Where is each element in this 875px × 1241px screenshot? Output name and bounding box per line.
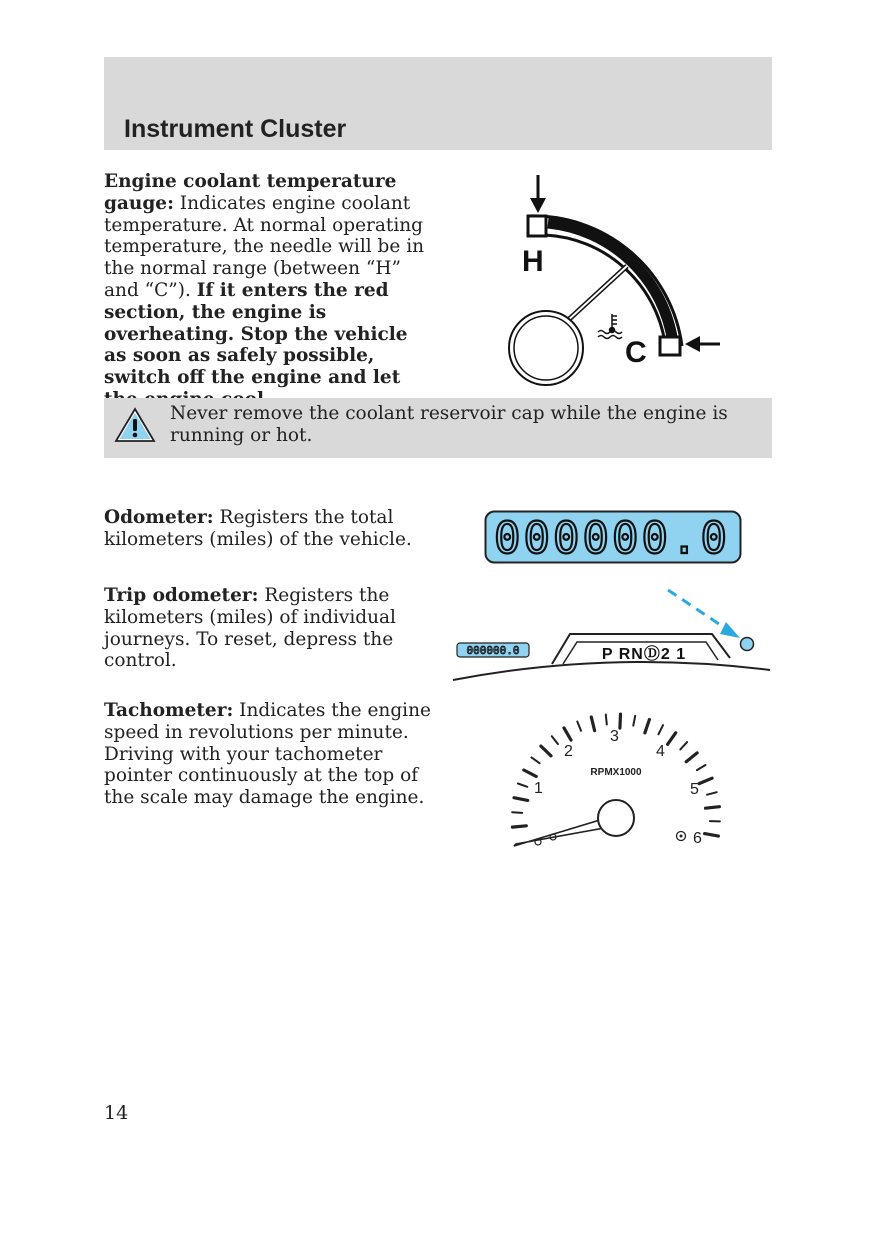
tach-tick	[524, 770, 536, 776]
cold-marker-square	[660, 337, 680, 355]
reset-pointer-arrow-icon	[668, 590, 740, 638]
section-header	[104, 57, 772, 150]
tach-number-1: 1	[534, 780, 543, 797]
odometer-value: 000000.0	[494, 513, 730, 564]
tach-tick	[699, 778, 712, 783]
tach-tick	[706, 807, 720, 809]
tach-tick	[564, 728, 571, 740]
coolant-warning: If it enters the red section, the engine is overheating. Stop the vehicle as soon as safely possible, switch off the engine and let	[104, 279, 408, 389]
gauge-needle	[565, 266, 627, 323]
hot-marker-arrow-icon	[530, 175, 546, 213]
tach-tick	[645, 720, 650, 733]
tach-tick	[532, 757, 540, 763]
gauge-hot-label: H	[522, 245, 544, 278]
tach-number-6: 6	[693, 830, 702, 847]
trip-odometer-paragraph	[104, 585, 434, 672]
trip-odometer-term: Trip odometer:	[104, 585, 259, 606]
tach-number-3: 3	[610, 728, 619, 745]
tachometer-hub	[598, 800, 634, 836]
tach-tick	[659, 725, 664, 734]
section-title: Instrument Cluster	[124, 115, 347, 143]
tach-tick	[668, 733, 676, 745]
tach-number-5: 5	[690, 781, 699, 798]
tach-tick	[697, 765, 706, 770]
cold-marker-arrow-icon	[685, 336, 720, 352]
trip-reset-button[interactable]	[741, 638, 754, 651]
page-number: 14	[104, 1102, 129, 1124]
coolant-description: Indicates engine coolant temperature. At normal operating temperature, the needle will be in the normal range (between “H” and “C”).	[104, 192, 425, 301]
tachometer-needle	[514, 820, 604, 846]
tach-number-2: 2	[564, 743, 573, 760]
tach-tick	[707, 792, 717, 795]
gauge-cold-label: C	[625, 336, 647, 369]
hot-marker-square	[528, 216, 546, 236]
warning-triangle-icon	[114, 407, 156, 443]
tach-tick	[705, 834, 719, 837]
tachometer-paragraph	[104, 700, 434, 809]
tach-tick	[552, 736, 558, 744]
tach-tick	[514, 798, 528, 801]
tachometer-term: Tachometer:	[104, 700, 234, 721]
tach-tick	[591, 717, 594, 731]
gear-indicator: P RNⒹ2 1	[601, 646, 687, 663]
coolant-term: Engine coolant temperature gauge:	[104, 171, 397, 214]
tach-tick	[620, 714, 621, 728]
odometer-term: Odometer:	[104, 507, 214, 528]
tachometer-description: Indicates the engine speed in revolutions per minute. Driving with your tachometer pointer continuously at the top of the scale may damage the engine.	[104, 700, 431, 809]
coolant-gauge-illustration	[500, 168, 740, 394]
tach-tick	[633, 716, 635, 726]
tach-number-4: 4	[656, 743, 665, 760]
tach-tick	[512, 826, 526, 827]
tach-tick	[512, 812, 522, 813]
odometer-display	[484, 510, 744, 566]
trip-mini-value: 000000.0	[466, 644, 520, 657]
odometer-description: Registers the total kilometers (miles) of the vehicle.	[104, 507, 412, 550]
tach-tick	[518, 784, 527, 787]
tach-tick	[541, 746, 551, 756]
trip-odometer-description: Registers the kilometers (miles) of individual journeys. To reset, depress the control.	[104, 585, 396, 672]
tach-tick	[680, 742, 687, 749]
coolant-paragraph	[104, 171, 434, 411]
trip-cluster-illustration	[450, 585, 775, 685]
odometer-paragraph	[104, 507, 434, 551]
tach-tick	[606, 715, 607, 725]
caution-text: Never remove the coolant reservoir cap while the engine is running or hot.	[170, 403, 728, 446]
caution-box	[104, 398, 772, 458]
tach-tick	[577, 722, 581, 731]
coolant-temperature-icon	[598, 314, 622, 339]
tach-scale-label: RPMX1000	[590, 767, 642, 778]
engine-warning-indicator-icon	[677, 832, 686, 841]
tachometer-illustration	[505, 700, 735, 855]
tach-tick	[686, 753, 697, 762]
cluster-bezel	[453, 662, 770, 680]
